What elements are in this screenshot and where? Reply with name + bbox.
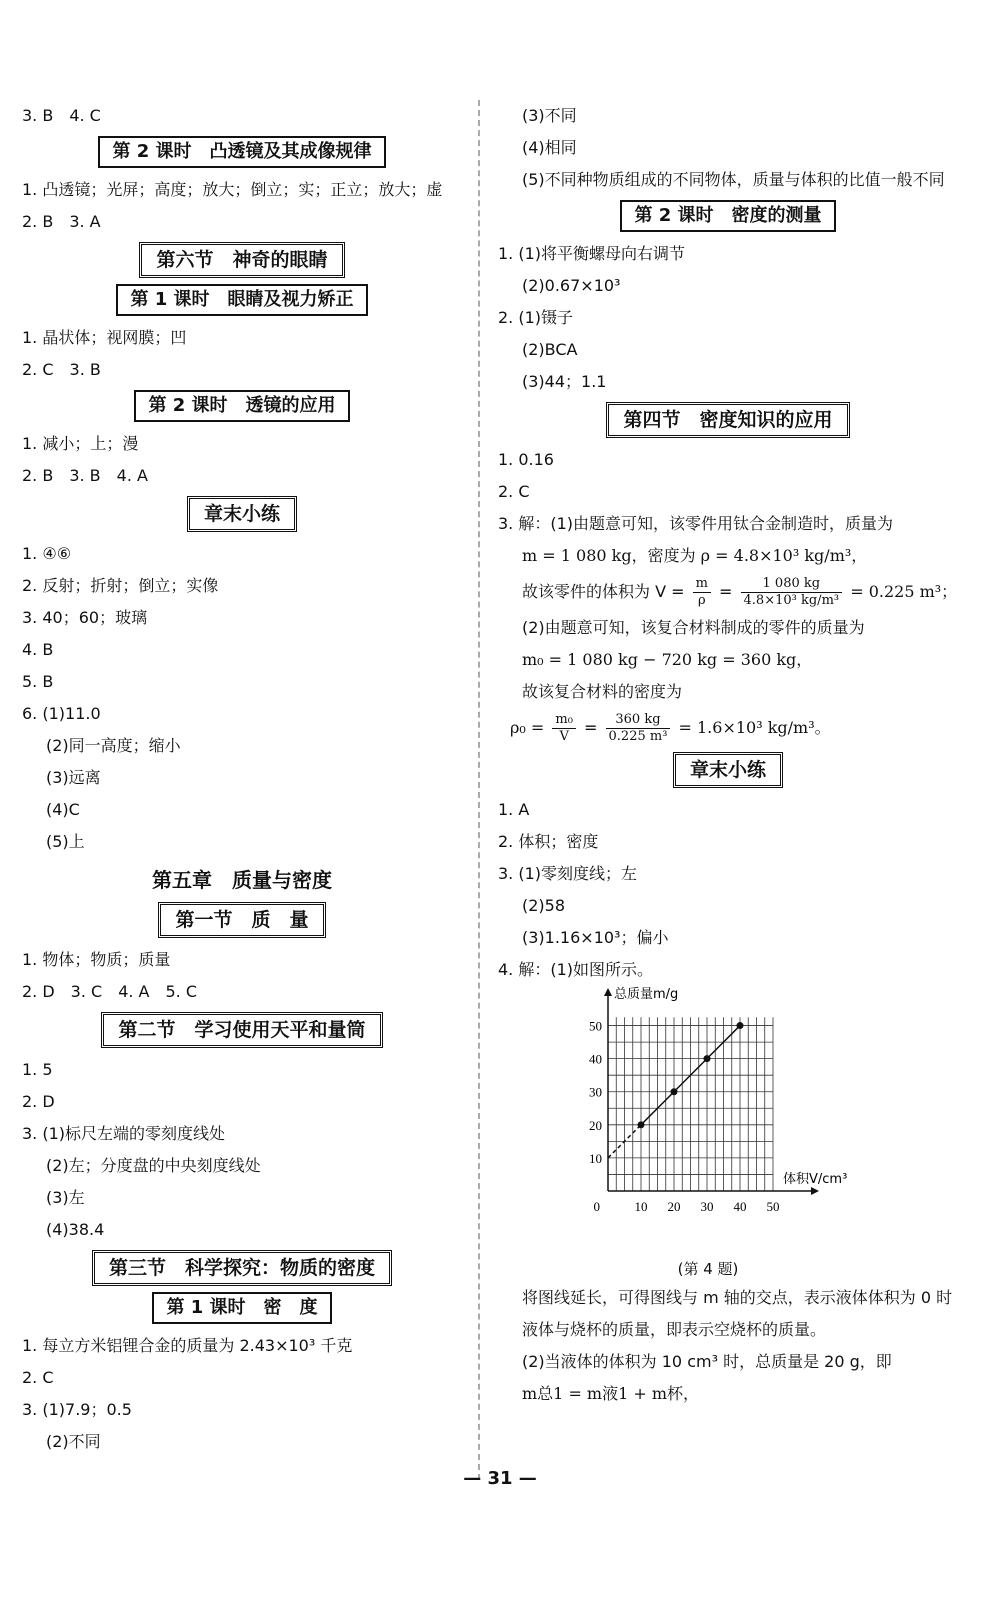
formula-density: ρ₀ = $\frac{\text{m₀}}{V}$ = $\frac{360 kg}{\text{0.225 m³}}$ = 1.6×10³ kg/m³。	[510, 712, 831, 744]
x-tick-label: 10	[634, 1199, 648, 1214]
answer-line: 1. ④⑥	[22, 544, 72, 563]
formula-volume: 故该零件的体积为 V = $\frac{m}{\rho}$ = $\frac{1 080 kg}{\text{4.8×10³ kg/m³}}$ = 0.225 m³；	[522, 576, 958, 608]
fraction	[552, 712, 576, 745]
data-point	[671, 1088, 678, 1095]
answer-line: (2)58	[522, 896, 566, 915]
answer-line: 3. (1)零刻度线；左	[498, 864, 638, 883]
answer-line: m₀ = 1 080 kg − 720 kg = 360 kg，	[522, 650, 813, 669]
x-axis-label: 体积V/cm³	[783, 1172, 848, 1187]
numerator: 1 080 kg	[741, 576, 843, 593]
answer-line: m总1 = m液1 + m杯，	[522, 1384, 700, 1403]
origin-label: 0	[593, 1199, 600, 1214]
formula-text: = 0.225 m³；	[845, 582, 958, 601]
figure-caption: (第 4 题)	[677, 1260, 739, 1278]
answer-line: (3)44；1.1	[522, 372, 607, 391]
denominator: 0.225 m³	[608, 729, 668, 744]
numerator: 360 kg	[606, 712, 671, 729]
answer-line: 1. A	[498, 800, 530, 819]
x-tick-label: 50	[766, 1199, 780, 1214]
mass-volume-chart	[578, 986, 878, 1256]
denominator: V	[559, 729, 569, 744]
formula-text: = 1.6×10³ kg/m³。	[673, 718, 831, 737]
answer-line: 1. 每立方米铝锂合金的质量为 2.43×10³ 千克	[22, 1336, 353, 1355]
answer-line: (4)相同	[522, 138, 577, 157]
answer-line: 将图线延长，可得图线与 m 轴的交点，表示液体体积为 0 时液体与烧杯的质量，即表示空烧杯的质量。	[522, 1288, 953, 1339]
answer-line: 2. (1)镊子	[498, 308, 574, 327]
answer-line: (5)上	[46, 832, 85, 851]
answer-line: (4)38.4	[46, 1220, 105, 1239]
formula-text: ρ₀ =	[510, 718, 550, 737]
answer-line: 2. 体积；密度	[498, 832, 599, 851]
answer-line: (2)0.67×10³	[522, 276, 621, 295]
answer-line: (2)同一高度；缩小	[46, 736, 181, 755]
y-axis-label: 总质量m/g	[614, 987, 679, 1002]
fraction	[741, 576, 843, 609]
answer-line: (2)左；分度盘的中央刻度线处	[46, 1156, 261, 1175]
section-heading: 第二节 学习使用天平和量筒	[101, 1012, 382, 1048]
answer-line: 3. (1)7.9；0.5	[22, 1400, 132, 1419]
x-axis-arrow	[811, 1187, 819, 1195]
x-tick-label: 20	[667, 1199, 681, 1214]
fraction	[693, 576, 711, 609]
answer-line: 1. 5	[22, 1060, 53, 1079]
answer-line: (3)不同	[522, 106, 577, 125]
lesson-heading: 第 2 课时 凸透镜及其成像规律	[98, 136, 385, 168]
section-heading: 第一节 质 量	[158, 902, 325, 938]
answer-line: 5. B	[22, 672, 54, 691]
section-heading: 章末小练	[187, 496, 297, 532]
section-heading: 第四节 密度知识的应用	[606, 402, 849, 438]
answer-line: (3)远离	[46, 768, 101, 787]
lesson-heading: 第 2 课时 透镜的应用	[134, 390, 349, 422]
x-tick-label: 40	[733, 1199, 747, 1214]
answer-line: 3. 40；60；玻璃	[22, 608, 148, 627]
answer-line: (4)C	[46, 800, 80, 819]
answer-line: 1. 减小；上；漫	[22, 434, 139, 453]
y-tick-label: 10	[589, 1150, 602, 1166]
y-axis-arrow	[604, 988, 612, 996]
y-tick-label: 50	[589, 1018, 602, 1034]
answer-line: 3. B 4. C	[22, 106, 101, 125]
numerator: m₀	[552, 712, 576, 729]
answer-line: 1. 凸透镜；光屏；高度；放大；倒立；实；正立；放大；虚	[22, 180, 443, 199]
answer-line: 2. D	[22, 1092, 55, 1111]
answer-line: 3. (1)标尺左端的零刻度线处	[22, 1124, 226, 1143]
x-tick-label: 30	[700, 1199, 714, 1214]
section-heading: 第六节 神奇的眼睛	[139, 242, 344, 278]
lesson-heading: 第 1 课时 密 度	[152, 1292, 331, 1324]
right-column	[498, 100, 958, 1410]
answer-line: 1. (1)将平衡螺母向右调节	[498, 244, 686, 263]
answer-line: 2. C	[22, 1368, 54, 1387]
answer-line: (2)不同	[46, 1432, 101, 1451]
answer-line: 2. C 3. B	[22, 360, 101, 379]
left-column	[22, 100, 462, 1458]
data-point	[737, 1022, 744, 1029]
lesson-heading: 第 2 课时 密度的测量	[620, 200, 835, 232]
answer-line: (3)左	[46, 1188, 85, 1207]
answer-line: (3)1.16×10³；偏小	[522, 928, 669, 947]
answer-line: m = 1 080 kg，密度为 ρ = 4.8×10³ kg/m³，	[522, 546, 868, 565]
denominator: 4.8×10³ kg/m³	[743, 593, 840, 608]
denominator: ρ	[697, 593, 706, 608]
fraction	[606, 712, 671, 745]
chapter-title: 第五章 质量与密度	[152, 868, 332, 892]
formula-text: 故该零件的体积为 V =	[522, 582, 690, 601]
y-tick-label: 30	[589, 1084, 602, 1100]
answer-line: 4. 解：(1)如图所示。	[498, 960, 654, 979]
answer-line: 2. B 3. A	[22, 212, 101, 231]
answer-line: (2)BCA	[522, 340, 578, 359]
section-heading: 章末小练	[673, 752, 783, 788]
answer-line: (2)由题意可知，该复合材料制成的零件的质量为	[522, 618, 865, 637]
lesson-heading: 第 1 课时 眼睛及视力矫正	[116, 284, 367, 316]
answer-line: 2. C	[498, 482, 530, 501]
answer-line: (5)不同种物质组成的不同物体，质量与体积的比值一般不同	[522, 170, 945, 189]
answer-line: 2. B 3. B 4. A	[22, 466, 148, 485]
answer-line: 1. 物体；物质；质量	[22, 950, 171, 969]
answer-line: 6. (1)11.0	[22, 704, 101, 723]
y-tick-label: 20	[589, 1117, 602, 1133]
section-heading: 第三节 科学探究：物质的密度	[92, 1250, 392, 1286]
answer-line: 1. 晶状体；视网膜；凹	[22, 328, 187, 347]
answer-line: 故该复合材料的密度为	[522, 682, 683, 701]
answer-line: 2. D 3. C 4. A 5. C	[22, 982, 198, 1001]
numerator: m	[693, 576, 711, 593]
answer-line: 1. 0.16	[498, 450, 554, 469]
answer-line: 2. 反射；折射；倒立；实像	[22, 576, 219, 595]
answer-line: (2)当液体的体积为 10 cm³ 时，总质量是 20 g，即	[522, 1352, 892, 1371]
y-tick-label: 40	[589, 1051, 602, 1067]
page-number: — 31 —	[463, 1468, 537, 1489]
chart-svg	[578, 986, 878, 1236]
data-point	[704, 1055, 711, 1062]
answer-line: 3. 解：(1)由题意可知，该零件用钛合金制造时，质量为	[498, 514, 894, 533]
answer-line: 4. B	[22, 640, 54, 659]
